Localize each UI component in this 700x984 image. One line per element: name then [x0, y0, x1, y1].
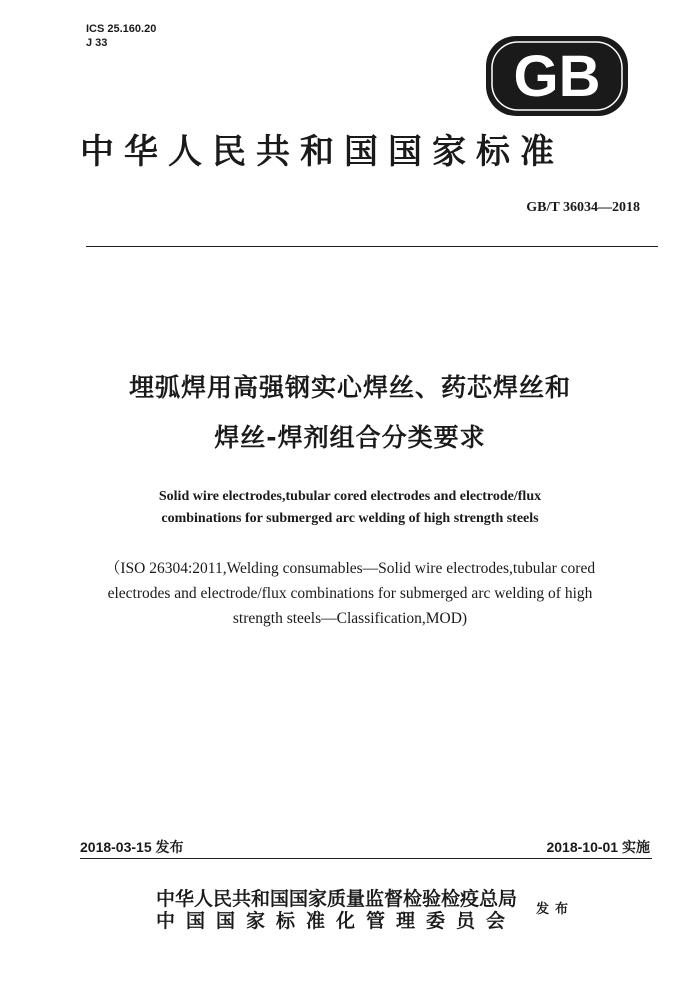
- issuer-line1: 中华人民共和国国家质量监督检验检疫总局: [156, 888, 518, 910]
- iso-reference-line1: （ISO 26304:2011,Welding consumables—Solid wire electrodes,tubular cored: [104, 560, 596, 577]
- gb-logo-text: GB: [513, 44, 601, 109]
- issue-date: 2018-03-15: [80, 839, 152, 855]
- ics-code: ICS 25.160.20: [86, 23, 157, 35]
- implement-date-block: [546, 837, 650, 857]
- issue-date-block: [80, 837, 184, 857]
- issue-label: 发布: [155, 840, 184, 856]
- standard-code: GB/T 36034—2018: [526, 200, 640, 215]
- gb-logo: [484, 34, 630, 118]
- ccs-code: J 33: [86, 37, 108, 49]
- title-cn-line2: 焊丝-焊剂组合分类要求: [214, 423, 486, 452]
- iso-reference-line3: strength steels—Classification,MOD): [232, 610, 468, 627]
- issuer-action: 发布: [536, 902, 575, 917]
- implement-label: 实施: [622, 840, 650, 856]
- issuer-line2: 中国国家标准化管理委员会: [156, 910, 517, 932]
- implement-date: 2018-10-01: [546, 839, 619, 855]
- title-cn-line1: 埋弧焊用高强钢实心焊丝、药芯焊丝和: [128, 373, 571, 402]
- classification-codes: [86, 22, 156, 50]
- title-en-line1: Solid wire electrodes,tubular cored electrodes and electrode/flux: [158, 489, 542, 504]
- title-en-line2: combinations for submerged arc welding of high strength steels: [161, 511, 539, 526]
- footer-divider: [80, 858, 652, 859]
- standard-body-title: 中华人民共和国国家标准: [80, 132, 564, 172]
- iso-reference-line2: electrodes and electrode/flux combinations for submerged arc welding of high: [107, 585, 593, 602]
- header-divider: [86, 246, 658, 247]
